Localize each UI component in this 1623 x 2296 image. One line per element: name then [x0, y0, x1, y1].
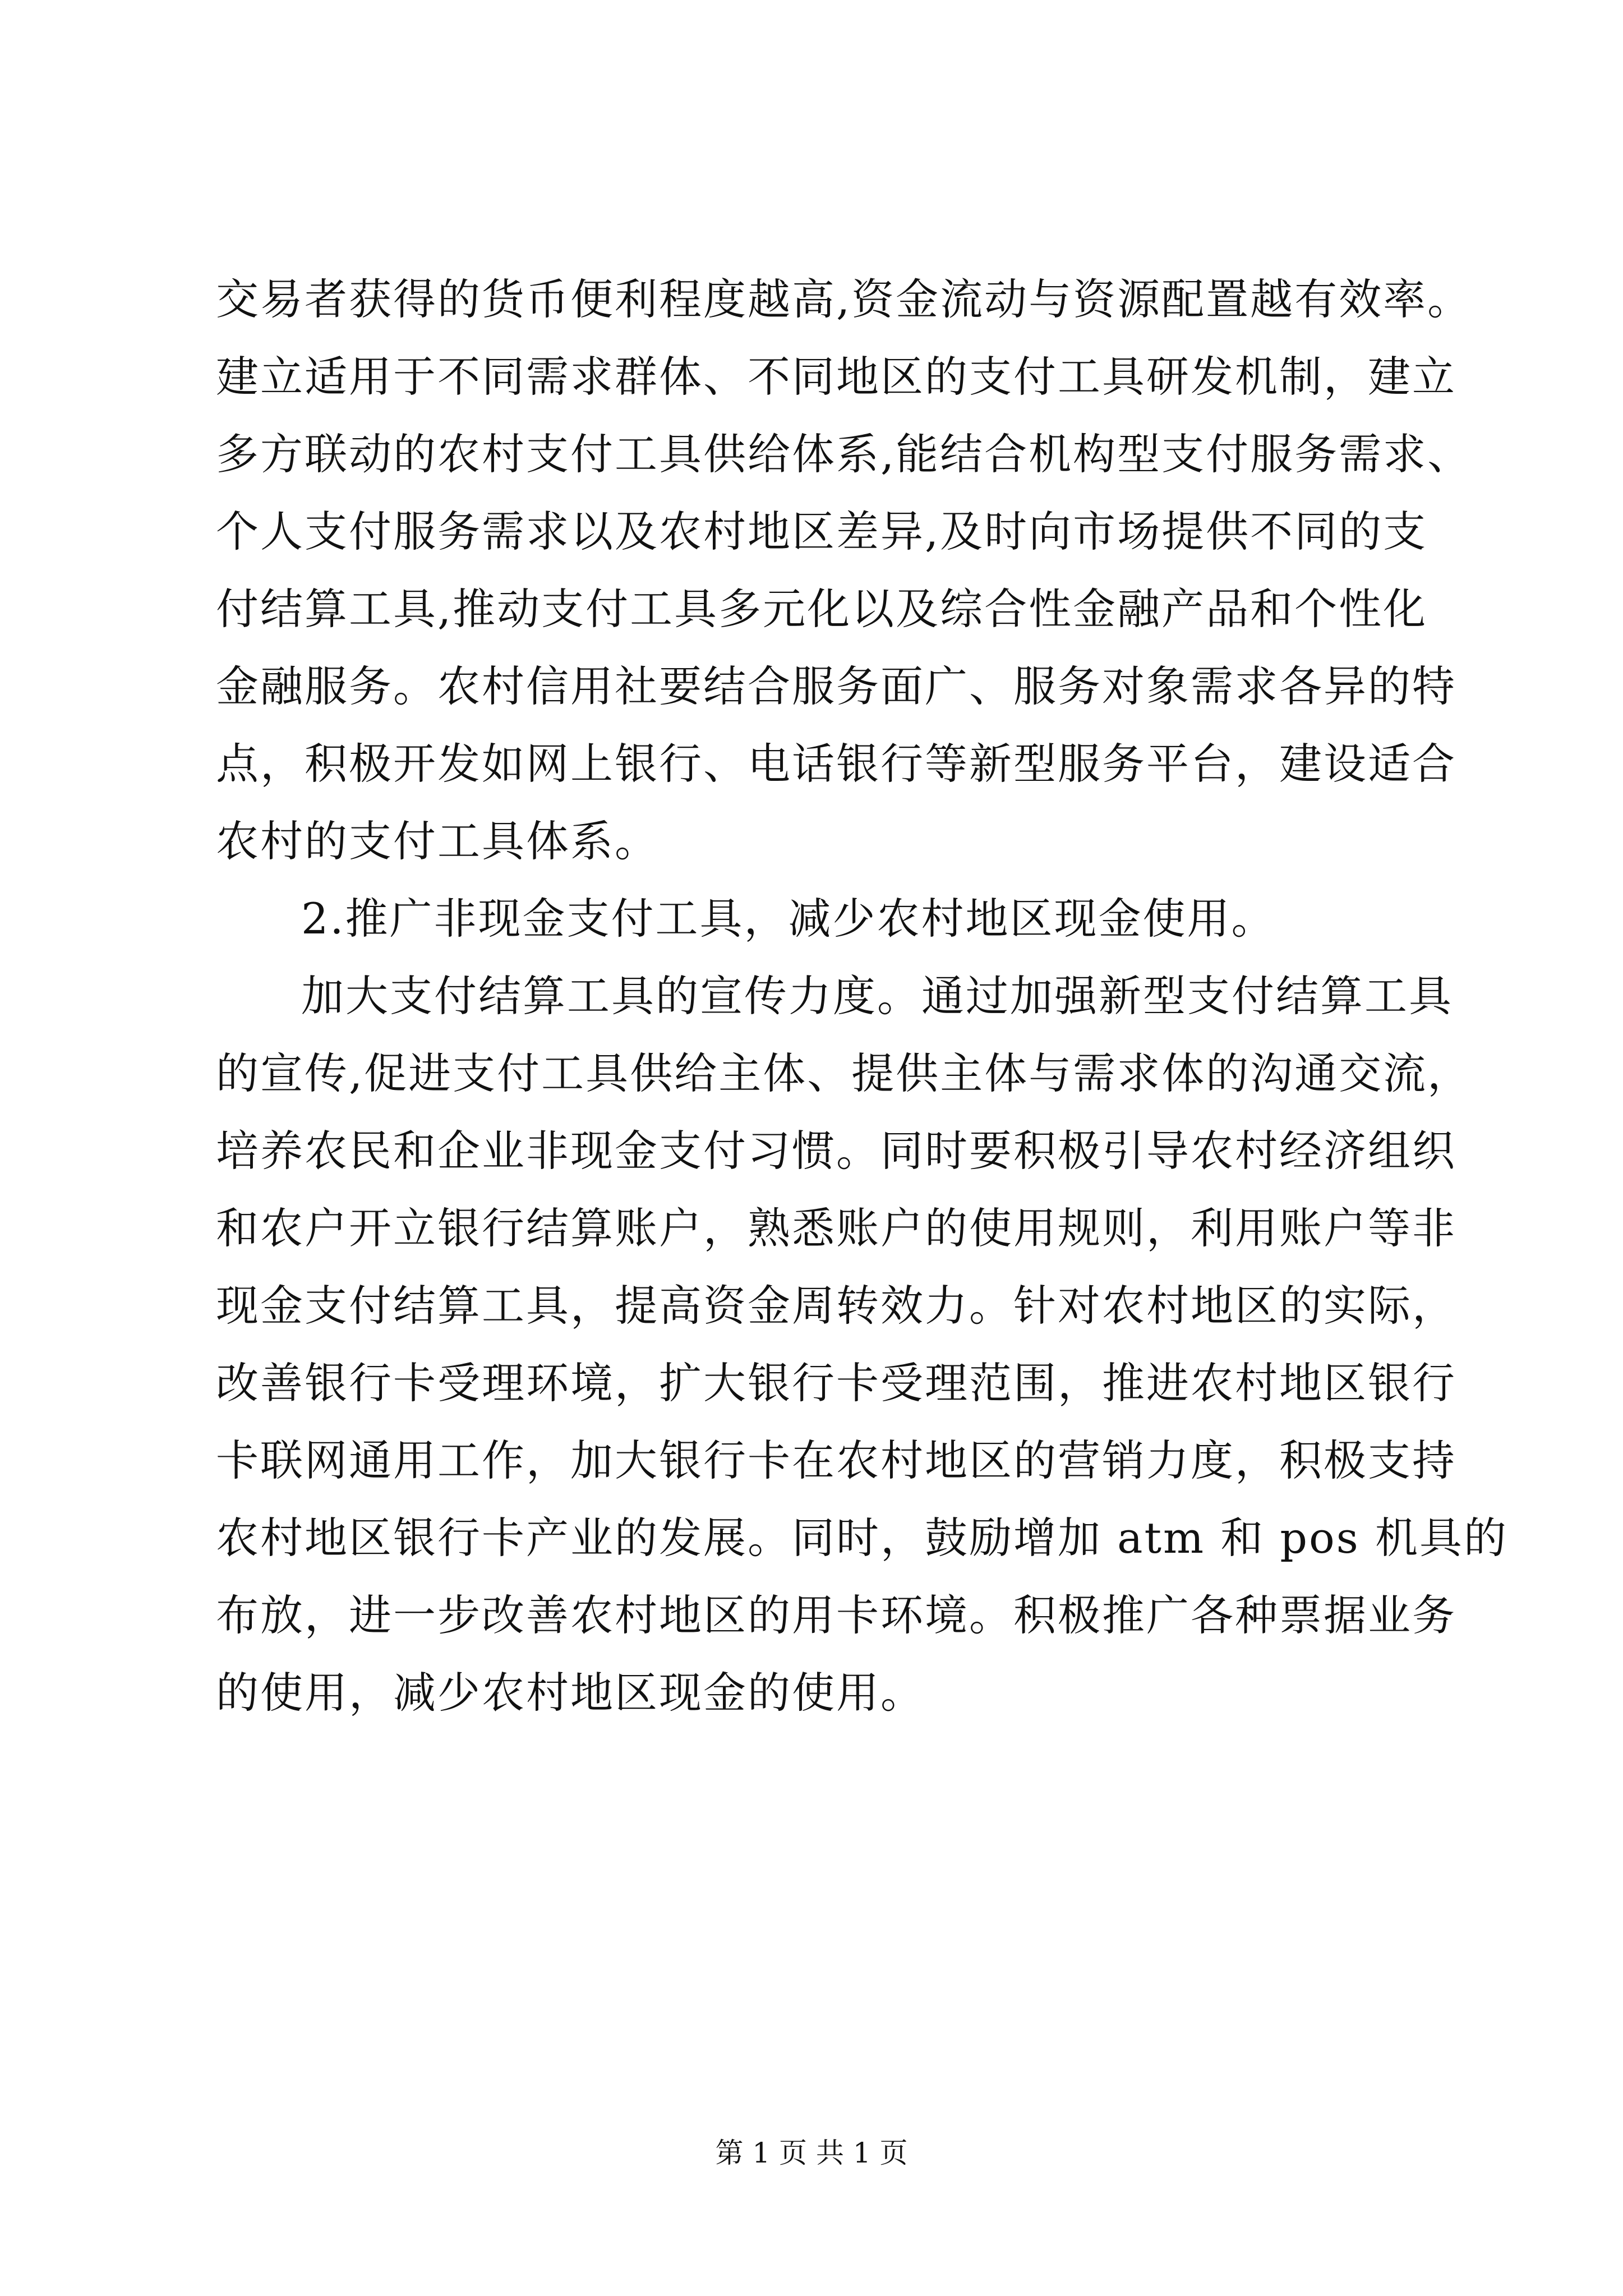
- text-line: 个人支付服务需求以及农村地区差异,及时向市场提供不同的支: [216, 507, 1428, 556]
- page-footer: 第 1 页 共 1 页: [715, 2137, 908, 2169]
- text-line: 金融服务。农村信用社要结合服务面广、服务对象需求各异的特: [216, 661, 1456, 711]
- text-line: 多方联动的农村支付工具供给体系,能结合机构型支付服务需求、: [216, 429, 1472, 479]
- text-line: 培养农民和企业非现金支付习惯。同时要积极引导农村经济组织: [216, 1126, 1456, 1176]
- text-line: 改善银行卡受理环境，扩大银行卡受理范围，推进农村地区银行: [216, 1358, 1456, 1408]
- text-line: 和农户开立银行结算账户，熟悉账户的使用规则，利用账户等非: [216, 1203, 1456, 1253]
- text-line: 的使用，减少农村地区现金的使用。: [216, 1668, 925, 1718]
- text-line: 的宣传,促进支付工具供给主体、提供主体与需求体的沟通交流，: [216, 1048, 1472, 1098]
- text-line: 布放，进一步改善农村地区的用卡环境。积极推广各种票据业务: [216, 1590, 1456, 1640]
- text-line: 农村的支付工具体系。: [216, 816, 659, 866]
- text-line: 卡联网通用工作，加大银行卡在农村地区的营销力度，积极支持: [216, 1435, 1456, 1485]
- text-line: 加大支付结算工具的宣传力度。通过加强新型支付结算工具: [301, 971, 1453, 1021]
- body-text: [216, 261, 1508, 1732]
- text-line: 交易者获得的货币便利程度越高,资金流动与资源配置越有效率。: [216, 274, 1472, 324]
- text-line: 农村地区银行卡产业的发展。同时，鼓励增加 atm 和 pos 机具的: [216, 1513, 1508, 1563]
- text-line: 现金支付结算工具，提高资金周转效力。针对农村地区的实际，: [216, 1281, 1456, 1331]
- text-line: 点，积极开发如网上银行、电话银行等新型服务平台，建设适合: [216, 739, 1456, 789]
- text-line: 建立适用于不同需求群体、不同地区的支付工具研发机制，建立: [216, 352, 1456, 402]
- section-heading: 2.推广非现金支付工具，减少农村地区现金使用。: [301, 894, 1276, 944]
- text-line: 付结算工具,推动支付工具多元化以及综合性金融产品和个性化: [216, 584, 1428, 634]
